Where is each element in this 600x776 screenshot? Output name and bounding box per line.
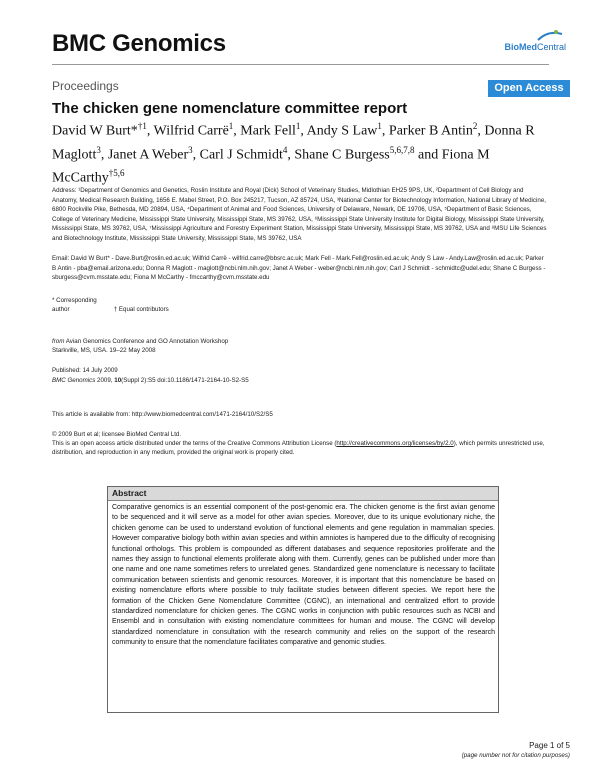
citation-year: 2009, [95,376,115,384]
equal-contributors-note: † Equal contributors [113,306,169,313]
citation [52,376,549,386]
author-schmidt[interactable]: , Carl J Schmidt [192,147,283,163]
citation-volume: 10 [114,376,122,384]
section-type: Proceedings [52,79,119,93]
license-text [52,439,549,457]
logo-text [496,42,566,52]
author-sup: 1 [228,121,234,131]
biomed-central-logo[interactable] [496,28,566,54]
author-maglott[interactable]: , Donna R Maglott [52,123,535,163]
author-carre[interactable]: , Wilfrid Carrë [146,123,229,139]
conference-info [52,337,549,355]
article-title: The chicken gene nomenclature committee report [52,100,408,117]
header-divider [52,64,549,65]
affiliations: Address: ¹Department of Genomics and Genetics, Roslin Institute and Royal (Dick) School of Veterinary Studies, Midlothian EH25 9PS, UK, ²Department of Cell Biology and Anatomy, Medical Research Building, 1656 E. Mabel Street, P.O. Box 245217, Tucson, AZ 85724, USA, ³National Center for Biotechnology Information, National Library of Medicine, 6800 Rockville Pike, Bethesda, MD 20894, USA, ⁴Department of Animal and Food Sciences, University of Delaware, Newark, DE 19706, USA, ⁵Department of Basic Sciences, College of Veterinary Medicine, Mississippi State University, Mississippi State, MS 39762, USA, ⁶Mississippi State University Institute for Digital Biology, Mississippi State University, Mississippi State, MS 39762, USA, ⁷Mississippi Agriculture and Forestry Experiment Station, Mississippi State University, Mississippi State, MS 39762, USA and ⁸MSU Life Sciences and Biotechnology Institute, Mississippi State University, Mississippi State, MS 39762, USA [52,187,547,242]
author-sup: 4 [282,144,288,155]
author-sup: 5,6,7,8 [389,144,415,155]
author-sup: 3 [188,144,193,155]
author-sup: 1 [295,121,301,131]
copyright-line: © 2009 Burt et al; licensee BioMed Central Ltd. [52,431,182,438]
copyright-license [52,430,549,457]
open-access-badge: Open Access [488,80,570,97]
author-antin[interactable]: , Parker B Antin [381,123,473,139]
license-text-part: This is an open access article distributed under the terms of the Creative Commons Attribution License ( [52,440,337,447]
abstract-heading: Abstract [108,487,498,501]
page-number-note: (page number not for citation purposes) [461,752,570,759]
page-number: Page 1 of 5 [529,741,570,750]
author-fell[interactable]: , Mark Fell [233,123,296,139]
author-emails: Email: David W Burt* - Dave.Burt@roslin.ed.ac.uk; Wilfrid Carrë - wilfrid.carre@bbsrc.ac.uk; Mark Fell - Mark.Fell@roslin.ed.ac.uk; Andy S Law - Andy.Law@roslin.ed.ac.uk; Parker B Antin - pba@email.arizona.edu; Donna R Maglott - maglott@ncbi.nlm.nih.gov; Janet A Weber - weber@ncbi.nlm.nih.gov; Carl J Schmidt - schmidtc@udel.edu; Shane C Burgess - sburgess@cvm.msstate.edu; Fiona M McCarthy - fmccarthy@cvm.msstate.edu [52,255,546,282]
citation-doi[interactable]: (Suppl 2):S5 doi:10.1186/1471-2164-10-S2-S5 [121,376,249,384]
author-notes [52,296,549,314]
author-sup: †1 [137,121,147,131]
author-mccarthy[interactable]: and Fiona M McCarthy [52,147,490,186]
logo-bio: BioMed [504,42,537,52]
conference-name: Avian Genomics Conference and GO Annotation Workshop [65,338,229,345]
citation-journal: BMC Genomics [52,376,96,384]
corresponding-author-note: * Corresponding author [52,297,97,313]
article-url[interactable]: This article is available from: http://www.biomedcentral.com/1471-2164/10/S2/S5 [52,411,273,418]
abstract-box [107,486,499,713]
conference-from: from [52,338,65,345]
author-burt[interactable]: David W Burt* [52,123,138,139]
published-date: Published: 14 July 2009 [52,367,118,374]
conference-place: Starkville, MS, USA. 19–22 May 2008 [52,347,156,354]
license-link[interactable]: http://creativecommons.org/licenses/by/2.0 [336,440,454,447]
license-text-part: ), which permits unrestricted use, distribution, and reproduction in any medium, provided the original work is properly cited. [52,440,545,456]
author-weber[interactable]: , Janet A Weber [100,147,189,163]
author-sup: 1 [377,121,382,131]
author-law[interactable]: , Andy S Law [300,123,378,139]
author-sup: 3 [96,144,101,155]
logo-central: Central [536,42,566,52]
abstract-text: Comparative genomics is an essential component of the post-genomic era. The chicken genome is the first avian genome to be sequenced and it will serve as a model for other avian species. Moreover, due to its unique evolutionary niche, the chicken genome can be used to understand evolution of functional elements and gene regulation in mammalian species. However comparative biology both within avian species and within amniotes is hampered due to the difficulty of recognising functional orthologs. This problem is compounded as different databases and sequence repositories proliferate and the names they assign to functional elements proliferate along with them. Currently, genes can be published under more than one name and one name sometimes refers to unrelated genes. Standardized gene nomenclature is necessary to facilitate communication between scientists and genomic resources. Moreover, it is important that this nomenclature be based on existing nomenclature efforts where possible to truly facilitate studies between different species. We report here the formation of the Chicken Gene Nomenclature Committee (CGNC), an international and centralized effort to provide standardized nomenclature for chicken genes. The CGNC works in conjunction with public resources such as NCBI and Ensembl and in consultation with existing nomenclature committees for human and mouse. The CGNC will develop standardized nomenclature in consultation with the research community and relies on the support of the research community to ensure that the nomenclature facilitates comparative and genomic studies. [112,504,495,647]
author-list [52,117,552,188]
author-sup: †5,6 [108,168,125,179]
publication-info [52,366,549,385]
journal-title: BMC Genomics [52,30,226,57]
author-burgess[interactable]: , Shane C Burgess [287,147,390,163]
author-sup: 2 [472,121,478,131]
logo-swirl-icon [496,28,566,42]
